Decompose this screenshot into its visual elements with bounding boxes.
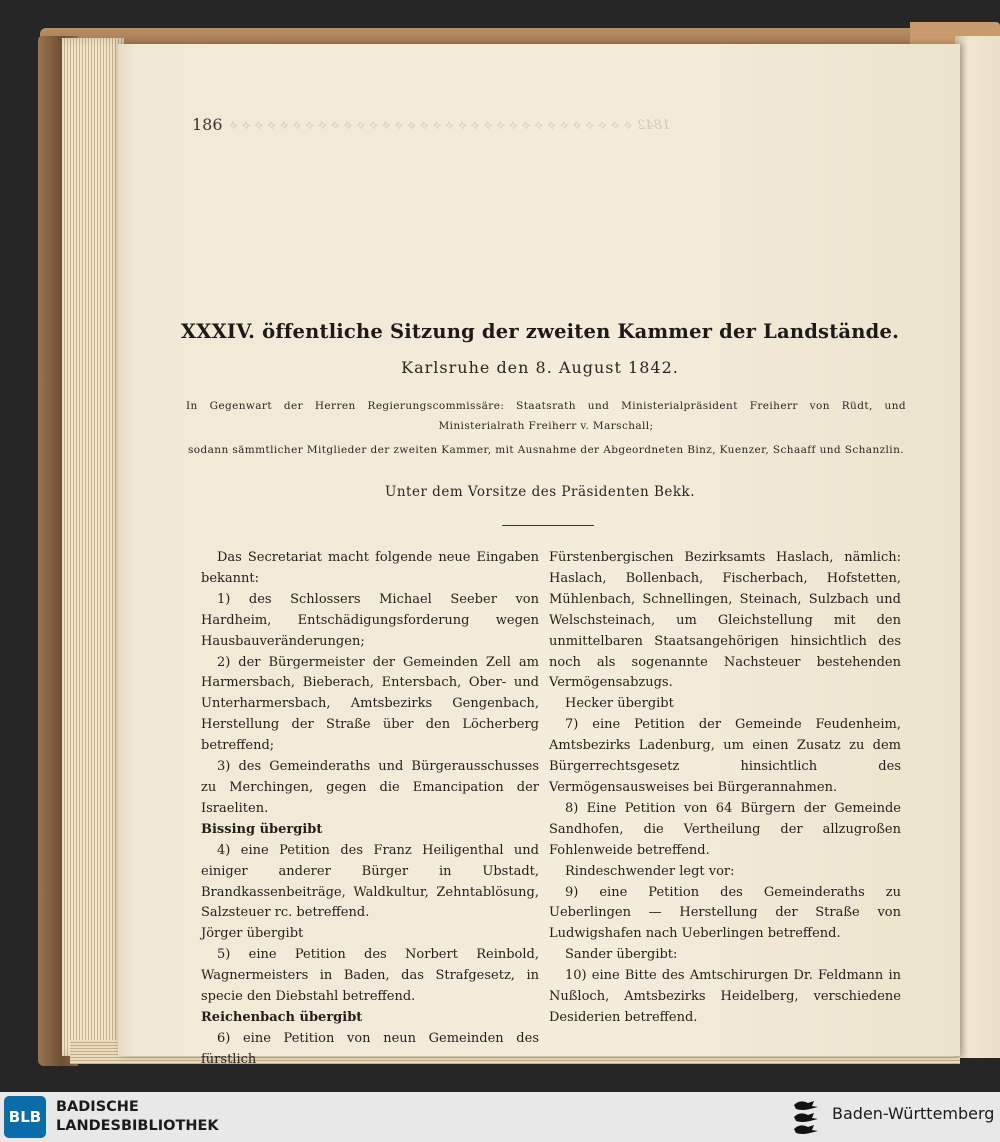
left-column — [201, 548, 539, 1071]
speaker-line: Reichenbach übergibt — [201, 1009, 363, 1025]
blb-logo[interactable]: BLB — [4, 1096, 46, 1138]
paragraph: Das Secretariat macht folgende neue Eingaben bekannt: — [201, 550, 539, 586]
speaker-line: Jörger übergibt — [201, 926, 304, 942]
paragraph: 1) des Schlossers Michael Seeber von Hardheim, Entschädigungsforderung wegen Hausbauveränderungen; — [201, 591, 539, 649]
paragraph: 2) der Bürgermeister der Gemeinden Zell am Harmersbach, Bieberach, Entersbach, Ober- und Unterharmersbach, Amtsbezirks Gengenbach, Herstellung der Straße über den Löcherberg betreffend; — [201, 654, 539, 754]
paragraph: Fürstenbergischen Bezirksamts Haslach, nämlich: Haslach, Bollenbach, Fischerbach, Hofstetten, Mühlenbach, Schnellingen, Steinach, Sulzbach und Welschsteinach, um Gleichstellung mit den unmittelbaren Staatsangehörigen hinsichtlich des noch als sogenannte Nachsteuer bestehenden Vermögensabzugs. — [549, 550, 901, 691]
speaker-line: Bissing übergibt — [201, 821, 323, 837]
presence-line: In Gegenwart der Herren Regierungscommissäre: Staatsrath und Ministerialpräsident Freiherr von Rüdt, und Ministerialrath Freiherr v. Marschall; — [186, 400, 906, 432]
lions-coat-of-arms-icon[interactable] — [790, 1097, 824, 1137]
paragraph: 5) eine Petition des Norbert Reinbold, Wagnermeisters in Baden, das Strafgesetz, in specie den Diebstahl betreffend. — [201, 947, 539, 1005]
paragraph: 8) Eine Petition von 64 Bürgern der Gemeinde Sandhofen, die Vertheilung der allzugroßen Fohlenweide betreffend. — [549, 800, 901, 858]
paragraph: 6) eine Petition von neun Gemeinden des fürstlich — [201, 1030, 539, 1067]
paragraph: 4) eine Petition des Franz Heiligenthal und einiger anderer Bürger in Ubstadt, Brandkassenbeiträge, Waldkultur, Zehntablösung, Salzsteuer rc. betreffend. — [201, 842, 539, 921]
members-line: sodann sämmtlicher Mitglieder der zweiten Kammer, mit Ausnahme der Abgeordneten Binz, Kuenzer, Schaaff und Schanzlin. — [188, 444, 904, 456]
speaker-line: Sander übergibt: — [565, 947, 678, 963]
paragraph: 10) eine Bitte des Amtschirurgen Dr. Feldmann in Nußloch, Amtsbezirks Heidelberg, verschiedene Desiderien betreffend. — [549, 968, 901, 1025]
page-number: 186 — [192, 115, 223, 134]
speaker-line: Hecker übergibt — [565, 696, 674, 712]
chair-line: Unter dem Vorsitze des Präsidenten Bekk. — [384, 484, 696, 500]
baden-wuerttemberg-label[interactable]: Baden-Württemberg — [832, 1104, 995, 1123]
library-name-line1: BADISCHE — [56, 1099, 139, 1115]
place-date: Karlsruhe den 8. August 1842. — [401, 358, 679, 377]
page-edges — [62, 38, 124, 1056]
bleed-through-texture: 1842 ⟡ ⟡ ⟡ ⟡ ⟡ ⟡ ⟡ ⟡ ⟡ ⟡ ⟡ ⟡ ⟡ ⟡ ⟡ ⟡ ⟡ ⟡ ⟡ ⟡ ⟡ ⟡ ⟡ ⟡ ⟡ ⟡ ⟡ ⟡ ⟡ ⟡ ⟡ ⟡ — [230, 118, 671, 133]
facing-page-edge — [955, 36, 1000, 1058]
paragraph: 3) des Gemeinderaths und Bürgerausschusses zu Merchingen, gegen die Emancipation der Israeliten. — [201, 759, 539, 816]
paragraph: 7) eine Petition der Gemeinde Feudenheim, Amtsbezirks Ladenburg, um einen Zusatz zu dem Bürgerrechtsgesetz hinsichtlich des Vermögensausweises bei Bürgerannahmen. — [549, 717, 901, 795]
paragraph: 9) eine Petition des Gemeinderaths zu Ueberlingen — Herstellung der Straße von Ludwigshafen nach Ueberlingen betreffend. — [549, 884, 901, 942]
separator-rule — [502, 525, 594, 526]
speaker-line: Rindeschwender legt vor: — [565, 863, 735, 879]
library-name-line2: LANDESBIBLIOTHEK — [56, 1118, 219, 1134]
right-column — [549, 548, 901, 1029]
library-name[interactable] — [56, 1098, 219, 1136]
session-title: XXXIV. öffentliche Sitzung der zweiten Kammer der Landstände. — [180, 320, 900, 343]
